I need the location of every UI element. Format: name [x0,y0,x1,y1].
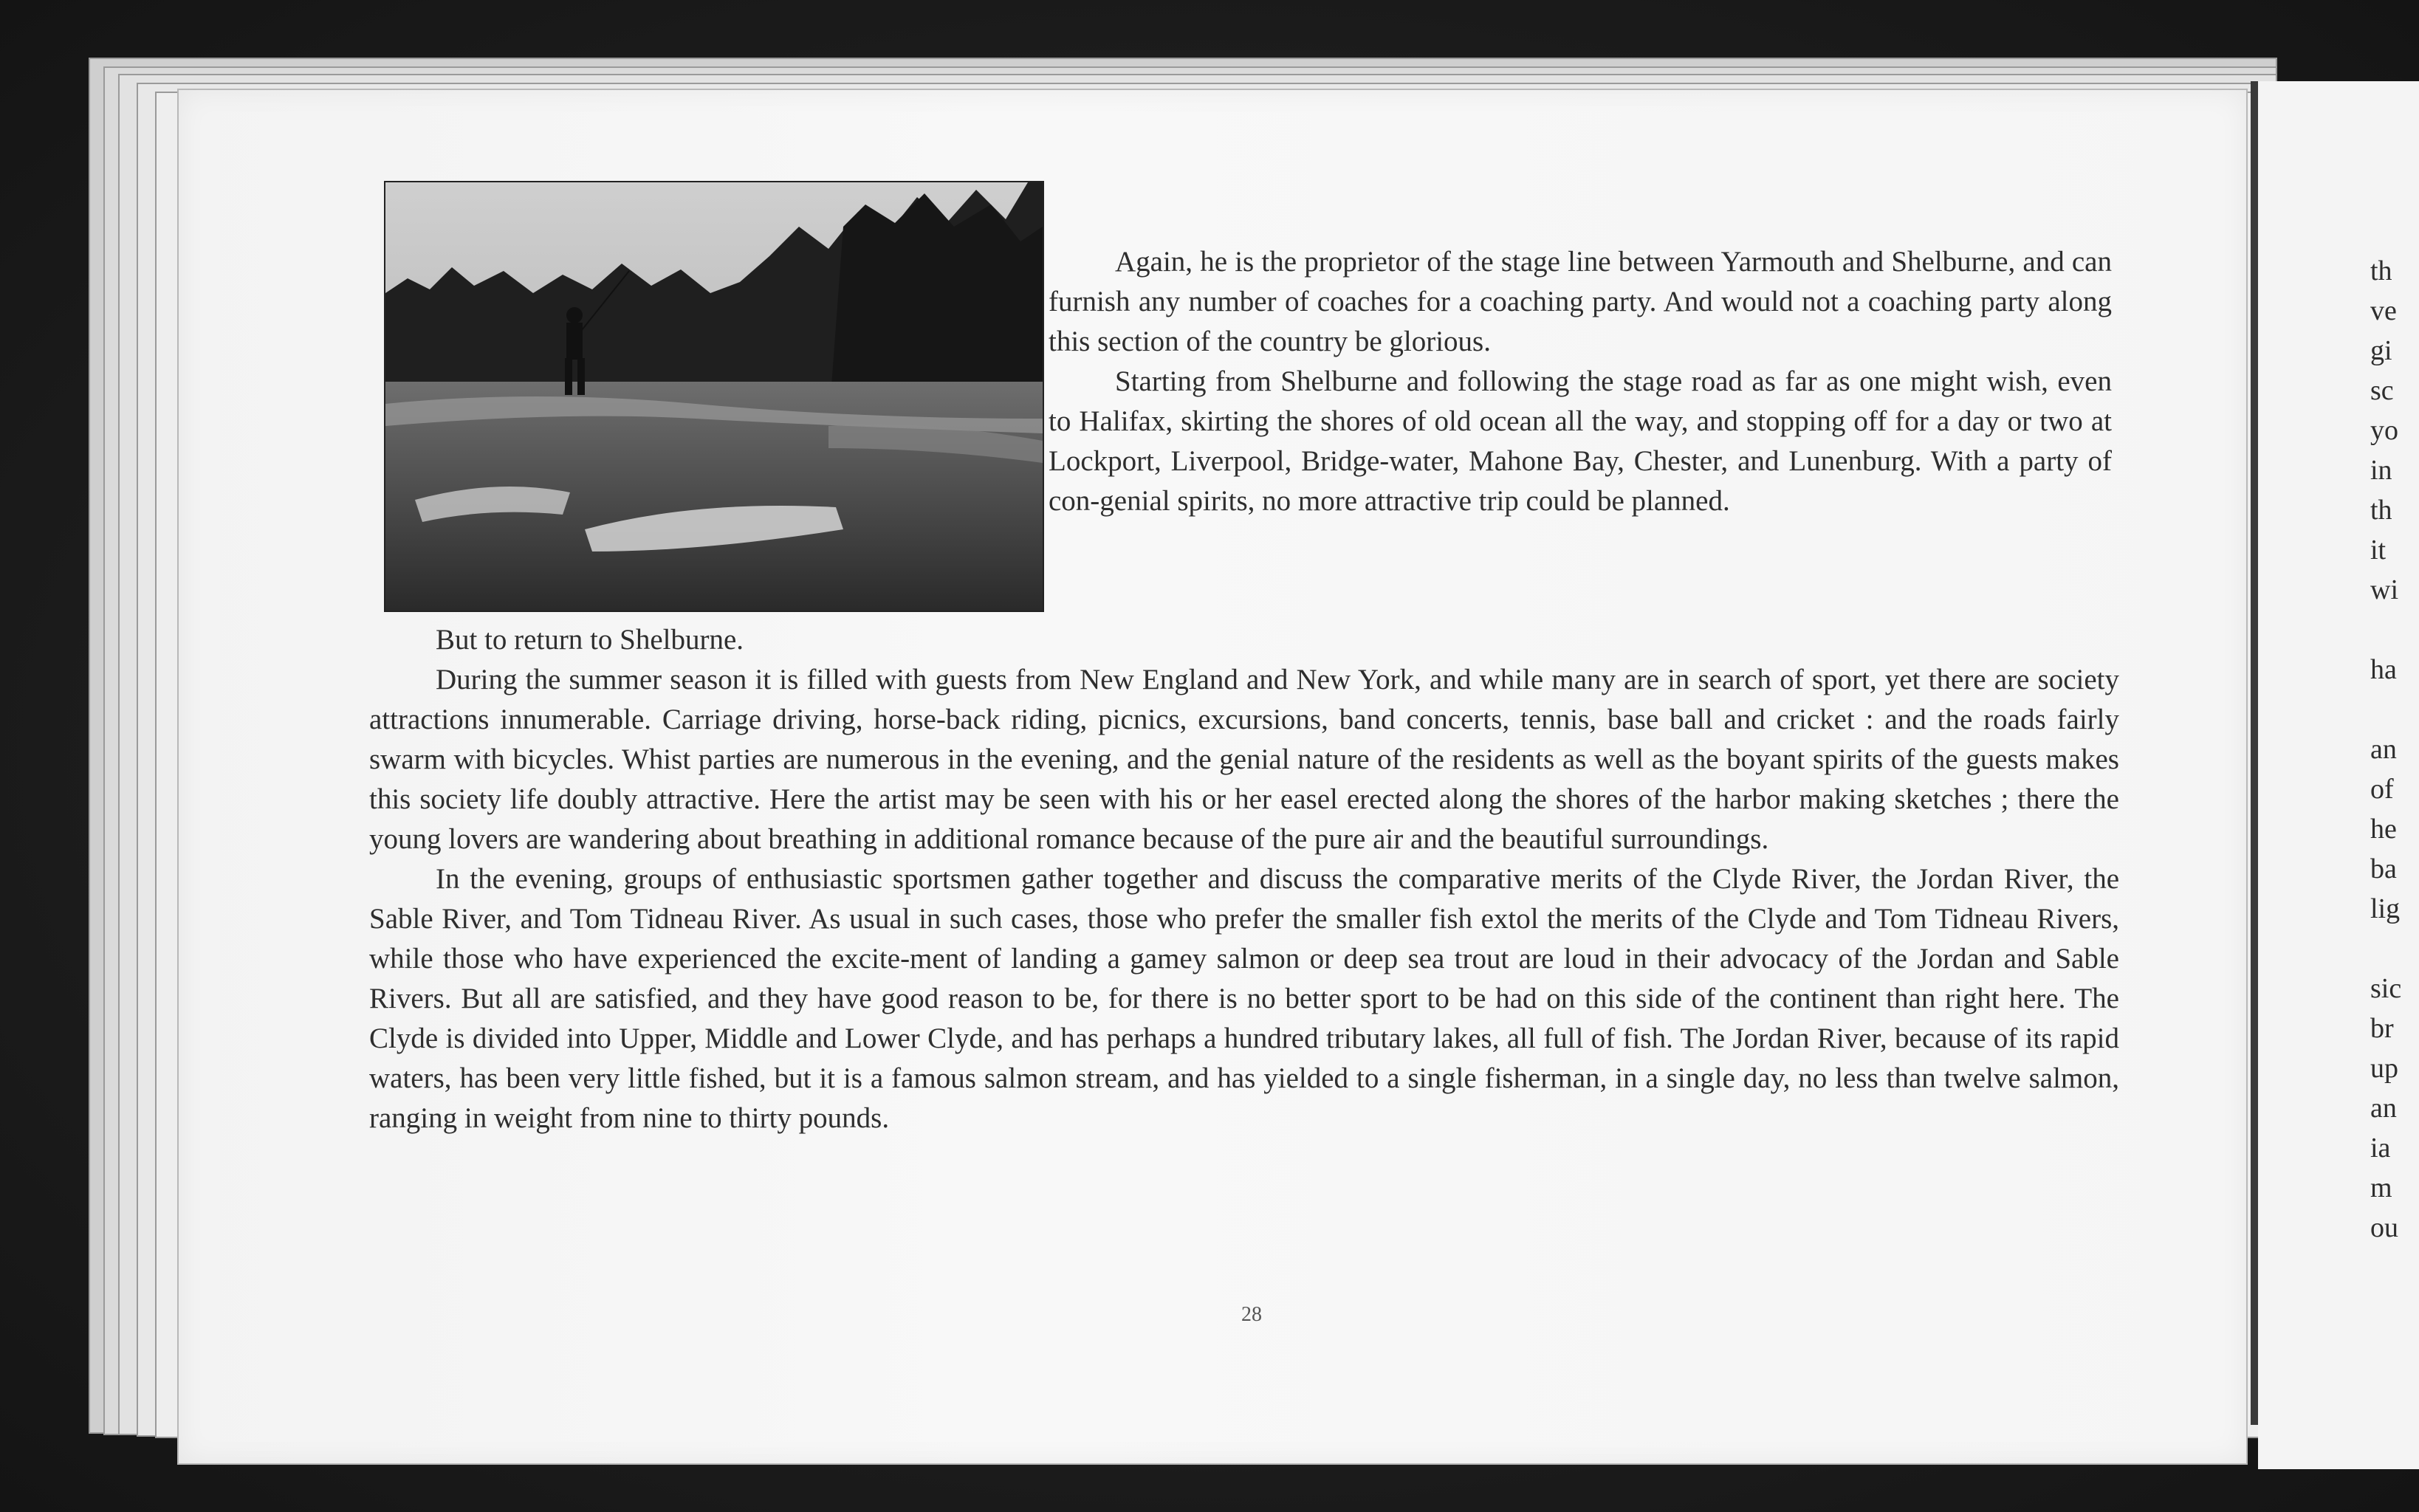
fragment [2370,690,2415,729]
book-gutter [2251,81,2258,1425]
paragraph: But to return to Shelburne. [436,624,744,656]
fragment: it [2370,535,2387,566]
fragment: gi [2370,335,2392,366]
fragment: sc [2370,375,2394,406]
fragment: of [2370,774,2394,805]
fragment: an [2370,1093,2397,1124]
river-photograph [384,181,1044,612]
fragment: an [2370,734,2397,765]
fragment: ba [2370,853,2397,884]
fragment [2370,610,2415,650]
main-body-text [369,620,2119,1138]
fragment: th [2370,495,2392,526]
fragment: sic [2370,973,2402,1004]
fragment: ou [2370,1212,2398,1243]
fragment [2370,929,2415,969]
fragment: he [2370,814,2397,845]
fragment: ia [2370,1133,2391,1164]
paragraph: Again, he is the proprietor of the stage line between Yarmouth and Shelburne, and can furnish any number of coaches for a coaching party. And would not a coaching party along this section of the country be glorious. [1049,246,2112,357]
facing-page-text-fragments [2370,251,2415,1248]
right-column-text [1049,242,2112,521]
fragment: up [2370,1053,2398,1084]
fragment: br [2370,1013,2394,1044]
fragment: m [2370,1172,2392,1203]
fragment: ve [2370,295,2397,326]
fragment: wi [2370,574,2398,605]
paragraph: In the evening, groups of enthusiastic sportsmen gather together and discuss the comparative merits of the Clyde River, the Jordan River, the Sable River, and Tom Tidneau River. As usual in such cases, those who prefer the smaller fish extol the merits of the Clyde and Tom Tidneau Rivers, while those who have experienced the excite-ment of landing a gamey salmon or deep sea trout are loud in their advocacy of the Jordan and Sable Rivers. But all are satisfied, and they have good reason to be, for there is no better sport to be had on this side of the continent than right here. The Clyde is divided into Upper, Middle and Lower Clyde, and has perhaps a hundred tributary lakes, all full of fish. The Jordan River, because of its rapid waters, has been very little fished, but it is a famous salmon stream, and has yielded to a single fisherman, in a single day, no less than twelve salmon, ranging in weight from nine to thirty pounds. [369,863,2119,1134]
paragraph: Starting from Shelburne and following the stage road as far as one might wish, even to Halifax, skirting the shores of old ocean all the way, and stopping off for a day or two at Lockport, Liverpool, Bridge-water, Mahone Bay, Chester, and Lunenburg. With a party of con-genial spirits, no more attractive trip could be planned. [1049,365,2112,517]
river-scene-illustration [385,182,1043,611]
fragment: th [2370,255,2392,286]
fragment: lig [2370,893,2401,924]
fragment: in [2370,455,2392,486]
page-number: 28 [1241,1303,1262,1326]
paragraph: During the summer season it is filled with guests from New England and New York, and while many are in search of sport, yet there are society attractions innumerable. Carriage driving, horse-back riding, picnics, excursions, band concerts, tennis, base ball and cricket : and the roads fairly swarm with bicycles. Whist parties are numerous in the evening, and the genial nature of the residents as well as the boyant spirits of the guests makes this society life doubly attractive. Here the artist may be seen with his or her easel erected along the shores of the harbor making sketches ; there the young lovers are wandering about breathing in additional romance because of the pure air and the beautiful surroundings. [369,664,2119,855]
fragment: ha [2370,654,2397,685]
fragment: yo [2370,415,2398,446]
